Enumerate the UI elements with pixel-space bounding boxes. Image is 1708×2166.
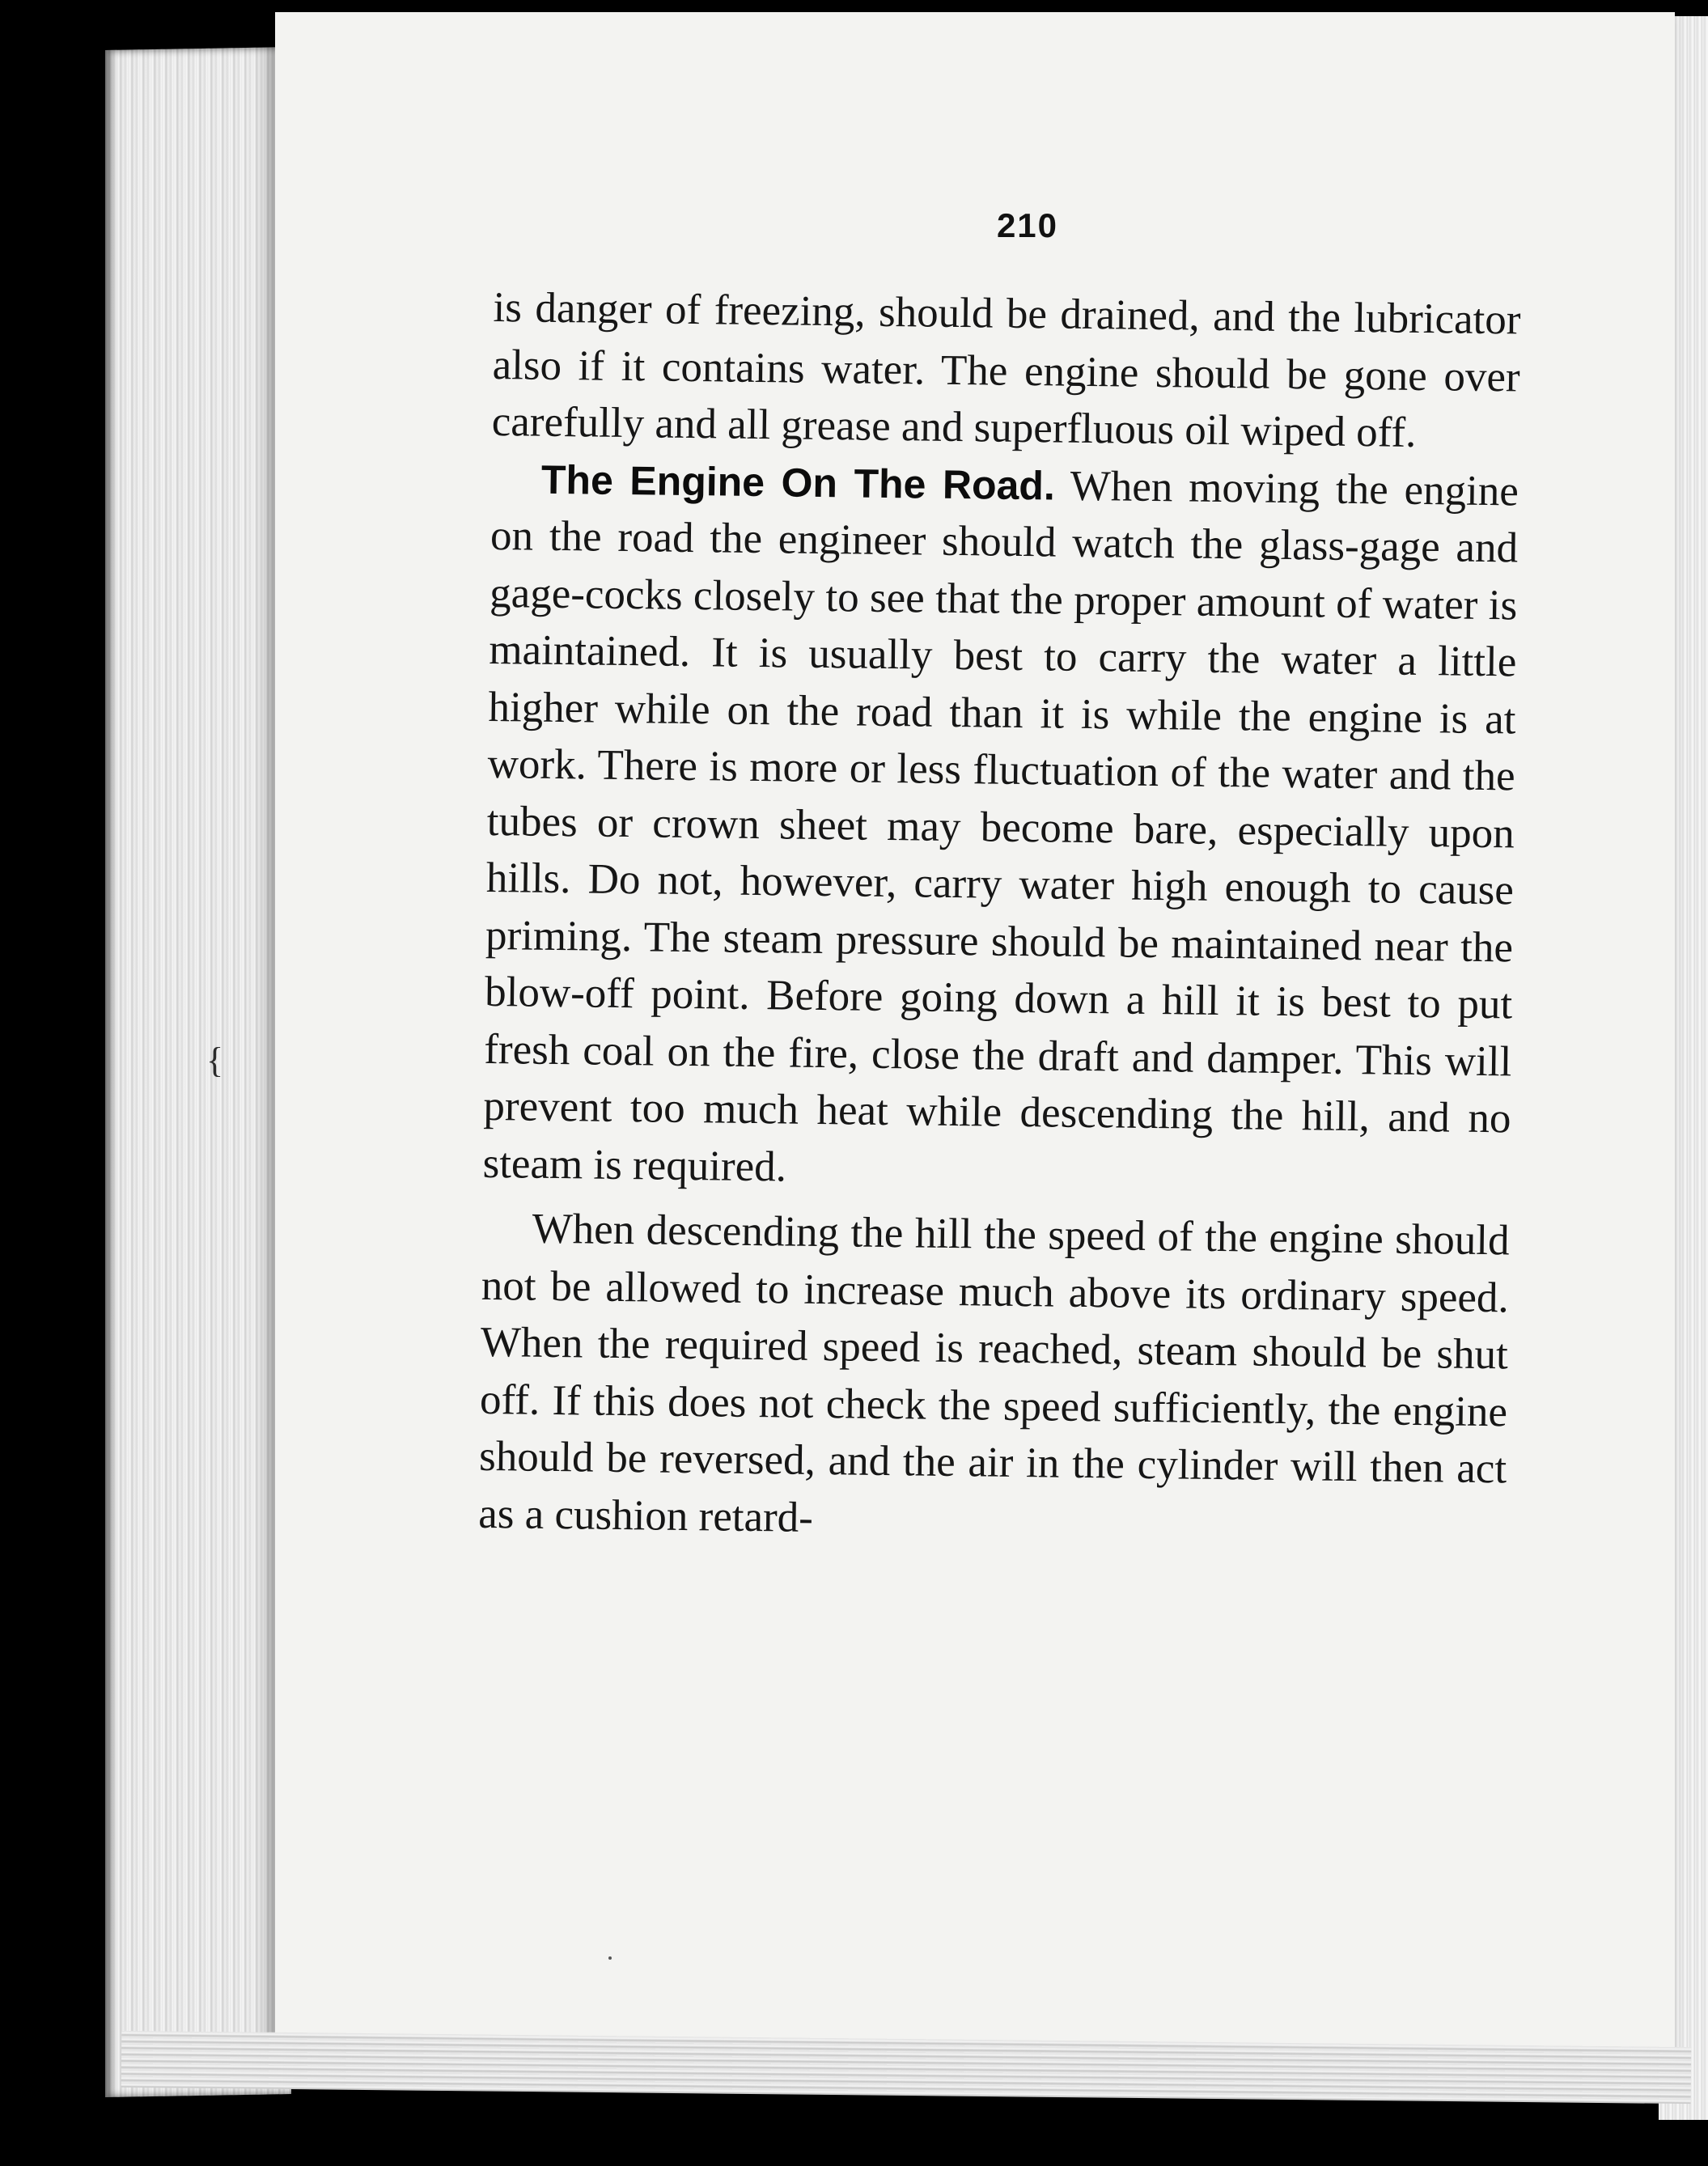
left-page-edges [105,47,291,2097]
paragraph-3: When descending the hill the speed of the engine should not be allowed to increase much above its ordinary speed. When the required speed is reached, steam should be shut off. If this does not check the speed sufficiently, the engine should be reversed, and the air in the cylinder will then act as a cushion retard- [478,1205,1510,1541]
dust-speck [608,1956,612,1960]
page-number: 210 [996,206,1059,244]
paragraph-2-text: When moving the engine on the road the engineer should watch the glass-gage and gage-cocks closely to see that the proper amount of water is maintained. It is usually best to carry the water a little higher while on the road than it is while the engine is at work. There is more or less fluctuation of the water and the tubes or crown sheet may become bare, especially upon hills. Do not, however, carry water high enough to cause priming. The steam pressure should be maintained near the blow-off point. Before going down a hill it is best to put fresh coal on the fire, close the draft and damper. This will prevent too much heat while descending the hill, and no steam is required. [482,462,1519,1191]
margin-mark: { [206,1041,224,1080]
paragraph-2 [482,450,1519,1204]
section-heading: The Engine On The Road. [540,456,1056,508]
paragraph-1: is danger of freezing, should be drained, and the lubricator also if it contains water. The engine should be gone over carefully and all grease and superfluous oil wiped off. [491,283,1521,456]
body-text [478,279,1521,1554]
